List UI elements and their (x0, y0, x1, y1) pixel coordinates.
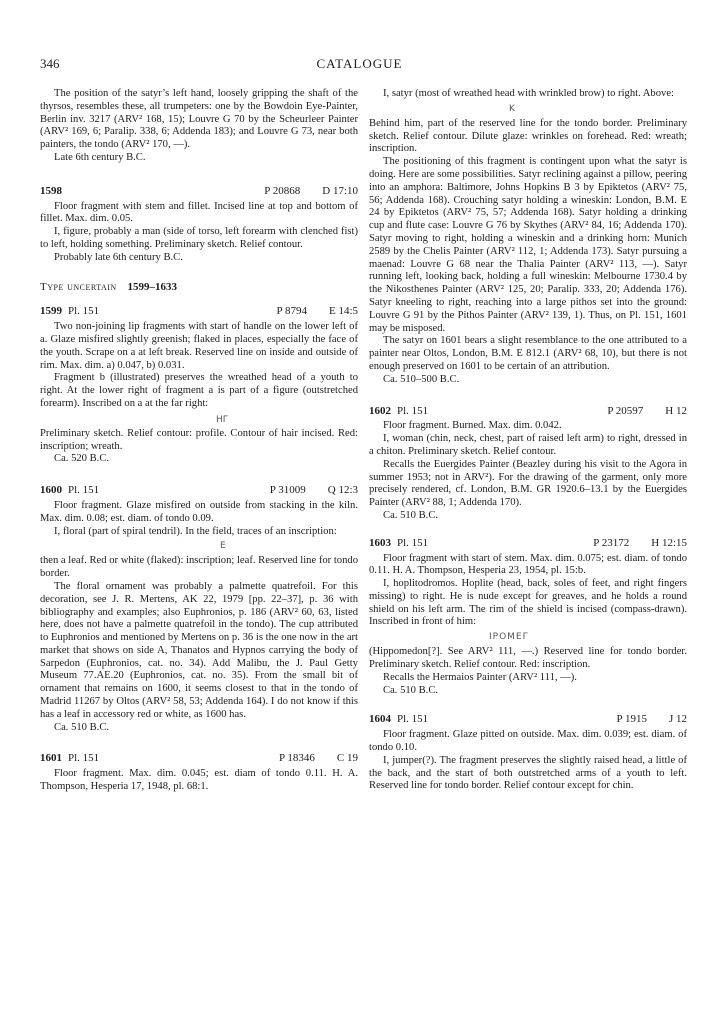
inventory-number: P 18346 (278, 752, 315, 765)
entry-1601-date: Ca. 510–500 B.C. (383, 373, 460, 385)
deposit-location: H 12:15 (651, 536, 687, 549)
entry-1603-description: Floor fragment with start of stem. Max. dim. 0.075; est. diam. of tondo 0.11. H. A. Thompson, Hesperia 23, 1954, pl. 15:b. (369, 552, 687, 577)
entry-1600-discussion: The floral ornament was probably a palmette quatrefoil. For this decoration, see J. R. Mertens, AK 22, 1979 [pp. 22–37], p. 36 with bibliography and examples; also Euphronios, p. 186 (ARV² 60, 63, listed here, does not have a palmette quatrefoil in the tondo). The cup attributed to Euphronios and mentioned by Mertens on p. 36 is the one now in the art market that shows on side A, Thanatos and Hypnos carrying the body of Sarpedon (Euphronios, cat. no. 34). Add Malibu, the J. Paul Getty Museum 77.AE.20 (Euphronios, cat. no. 35). From the small bit of ornament that remains on 1600, it seems closest to that in the tondo of Madrid 11267 by Oltos (ARV² 58, 53; Addenda 164). I do not know if this has a leaf in accessory red or white, as 1600 has. (40, 580, 358, 720)
plate-reference: Pl. 151 (397, 536, 429, 549)
inventory-number: P 23172 (593, 536, 630, 549)
entry-1603-subject: I, hoplitodromos. Hoplite (head, back, soles of feet, and right fingers missing) to right. He is nude except for greaves, and he holds a round shield on his left arm. The rim of the shield is incised (compass-drawn). Inscribed in front of him: (369, 578, 687, 628)
entry-1602-discussion: Recalls the Euergides Painter (Beazley during his visit to the Agora in summer 1953; not in ARV²). For the drawing of the garment, only more precisely rendered, cf. London, B.M. GR 1920.6–13.1 by the Euergides Painter (ARV² 88, 1; Addenda 170). (369, 458, 687, 509)
entry-1604-description: Floor fragment. Glaze pitted on outside. Max. dim. 0.039; est. diam. of tondo 0.10. (369, 729, 687, 754)
entry-1599-header (40, 305, 358, 318)
plate-reference: Pl. 151 (68, 484, 100, 497)
inscription-figure (369, 629, 687, 646)
page-number: 346 (40, 56, 60, 71)
entry-1601-description: Floor fragment. Max. dim. 0.045; est. diam of tondo 0.11. H. A. Thompson, Hesperia 17, 1948, pl. 68:1. (40, 768, 358, 793)
right-column (369, 88, 687, 793)
plate-reference: Pl. 151 (397, 404, 429, 417)
deposit-location: J 12 (668, 713, 687, 726)
inventory-number: P 20597 (607, 404, 644, 417)
entry-number: 1602 (369, 404, 391, 417)
entry-1601-discussion: The positioning of this fragment is contingent upon what the satyr is doing. Here are some possibilities. Satyr reclining against a pillow, peering into an amphora: Baltimore, Johns Hopkins B 3 by Epiktetos (ARV² 75, 56; Addenda 168). Crouching satyr holding a wineskin: London, B.M. E 24 by Epiktetos (ARV² 75, 57; Addenda 168). Satyr holding a drinking cup and flute case: Louvre G 76 by Skythes (ARV² 84, 16; Addenda 170). Satyr moving to right, holding a wineskin and a drinking horn: Munich 2589 by the Chelis Painter (ARV² 112, 1; Addenda 173). Satyr pursuing a maenad: Louvre G 68 near the Thalia Painter (ARV² 113, —). Satyr running left, looking back, holding a full wineskin: Melbourne 1730.4 by the Nikosthenes Painter (ARV² 125, 20; Paralip. 333, 20; Addenda 176). Satyr kneeling to right, reaching into a large pithos set into the ground: Louvre G 91 by the Pithos Painter (ARV² 139, 1). Thus, on Pl. 151, 1601 may be misposed. (369, 156, 687, 334)
inscription-glyph: Κ (509, 103, 515, 114)
entry-1601-technique: Behind him, part of the reserved line for the tondo border. Preliminary sketch. Relief contour. Dilute glaze: wrinkles on forehead. Red: wreath; inscription. (369, 117, 687, 155)
inscription-glyph: E (220, 541, 226, 552)
inscription-figure (369, 101, 687, 118)
entry-number: 1604 (369, 713, 391, 726)
deposit-location: C 19 (336, 752, 358, 765)
entry-1604-subject: I, jumper(?). The fragment preserves the slightly raised head, a little of the back, and the start of both outstretched arms of a youth to left. Reserved line for tondo border. Relief contour except for chin. (369, 754, 687, 792)
entry-1602-date: Ca. 510 B.C. (383, 509, 439, 521)
inventory-number: P 8794 (276, 305, 307, 318)
intro-paragraph: The position of the satyr’s left hand, loosely gripping the shaft of the thyrsos, resembles these, all trumpeters: one by the Bowdoin Eye-Painter, Berlin inv. 3217 (ARV² 168, 15); Louvre G 70 by the Scheurleer Painter (ARV² 169, 6; Paralip. 338, 6; Addenda 183); and Louvre G 73, near both painters, the tondo (ARV² 170, —). (40, 88, 358, 151)
inventory-number: P 20868 (264, 184, 301, 197)
plate-reference: Pl. 151 (68, 305, 100, 318)
plate-reference: Pl. 151 (68, 752, 100, 765)
entry-1602-header (369, 405, 687, 418)
entry-1601-subject: I, satyr (most of wreathed head with wrinkled brow) to right. Above: (383, 88, 674, 99)
running-head: CATALOGUE (316, 56, 403, 71)
entry-1604-header (369, 713, 687, 726)
deposit-location: D 17:10 (322, 184, 358, 197)
entry-1602-description: Floor fragment. Burned. Max. dim. 0.042. (383, 420, 562, 432)
entry-1600-date: Ca. 510 B.C. (54, 721, 110, 733)
inventory-number: P 31009 (269, 484, 306, 497)
entry-1603-header (369, 537, 687, 550)
entry-1600-description: Floor fragment. Glaze misfired on outside from stacking in the kiln. Max. dim. 0.08; est. diam. of tondo 0.09. (40, 499, 358, 524)
inscription-figure (40, 411, 358, 428)
deposit-location: E 14:5 (328, 305, 358, 318)
entry-1599-description: Two non-joining lip fragments with start of handle on the lower left of a. Glaze misfired slightly greenish; flaked in places, especially the face of the youth. Scrape on a at left break. Reserved line on inside and outside of rim. Max. dim. a) 0.047, b) 0.031. (40, 321, 358, 371)
inscription-glyph: ΗΓ (216, 414, 228, 425)
entry-1599-subject: Fragment b (illustrated) preserves the wreathed head of a youth to right. At the lower right of fragment a is part of a figure (outstretched forearm). Inscribed on a at the far right: (40, 372, 358, 409)
entry-1601-header (40, 752, 358, 765)
entry-1602-subject: I, woman (chin, neck, chest, part of raised left arm) to right, dressed in a chiton. Preliminary sketch. Relief contour. (369, 433, 687, 457)
entry-1599-date: Ca. 520 B.C. (54, 453, 110, 465)
entry-1601-attribution: The satyr on 1601 bears a slight resemblance to the one attributed to a painter near Oltos, London, B.M. E 812.1 (ARV² 68, 10), but there is not enough preserved on 1601 to be certain of an attribution. (369, 335, 687, 372)
entry-number: 1598 (40, 184, 62, 197)
inscription-figure (40, 538, 358, 555)
entry-1598-subject: I, figure, probably a man (side of torso, left forearm with clenched fist) to left, holding something. Preliminary sketch. Relief contour. (40, 226, 358, 250)
entry-1603-date: Ca. 510 B.C. (383, 684, 439, 696)
deposit-location: H 12 (665, 404, 687, 417)
entry-number: 1601 (40, 752, 62, 765)
inscription-glyph: ΙΡΟΜΕΓ (489, 632, 529, 643)
plate-reference: Pl. 151 (397, 713, 429, 726)
entry-1599-technique: Preliminary sketch. Relief contour: profile. Contour of hair incised. Red: inscription; wreath. (40, 427, 358, 452)
inventory-number: P 1915 (616, 713, 647, 726)
section-label: Type uncertain (40, 280, 117, 293)
section-heading (40, 281, 358, 294)
entry-1603-attribution: Recalls the Hermaios Painter (ARV² 111, —). (383, 671, 577, 683)
entry-number: 1599 (40, 305, 62, 318)
deposit-location: Q 12:3 (327, 484, 358, 497)
left-column (40, 88, 358, 794)
intro-date: Late 6th century B.C. (54, 151, 146, 163)
section-range: 1599–1633 (127, 280, 177, 293)
entry-number: 1600 (40, 484, 62, 497)
entry-1603-technique: (Hippomedon[?]. See ARV² 111, —.) Reserved line for tondo border. Preliminary sketch. Relief contour. Red: inscription. (369, 646, 687, 671)
entry-1598-date: Probably late 6th century B.C. (54, 251, 183, 263)
entry-1600-technique: then a leaf. Red or white (flaked): inscription; leaf. Reserved line for tondo border. (40, 555, 358, 580)
entry-1600-subject: I, floral (part of spiral tendril). In the field, traces of an inscription: (54, 525, 337, 537)
entry-1600-header (40, 484, 358, 497)
entry-number: 1603 (369, 536, 391, 549)
entry-1598-header (40, 185, 358, 198)
entry-1598-description: Floor fragment with stem and fillet. Incised line at top and bottom of fillet. Max. dim. 0.05. (40, 200, 358, 225)
